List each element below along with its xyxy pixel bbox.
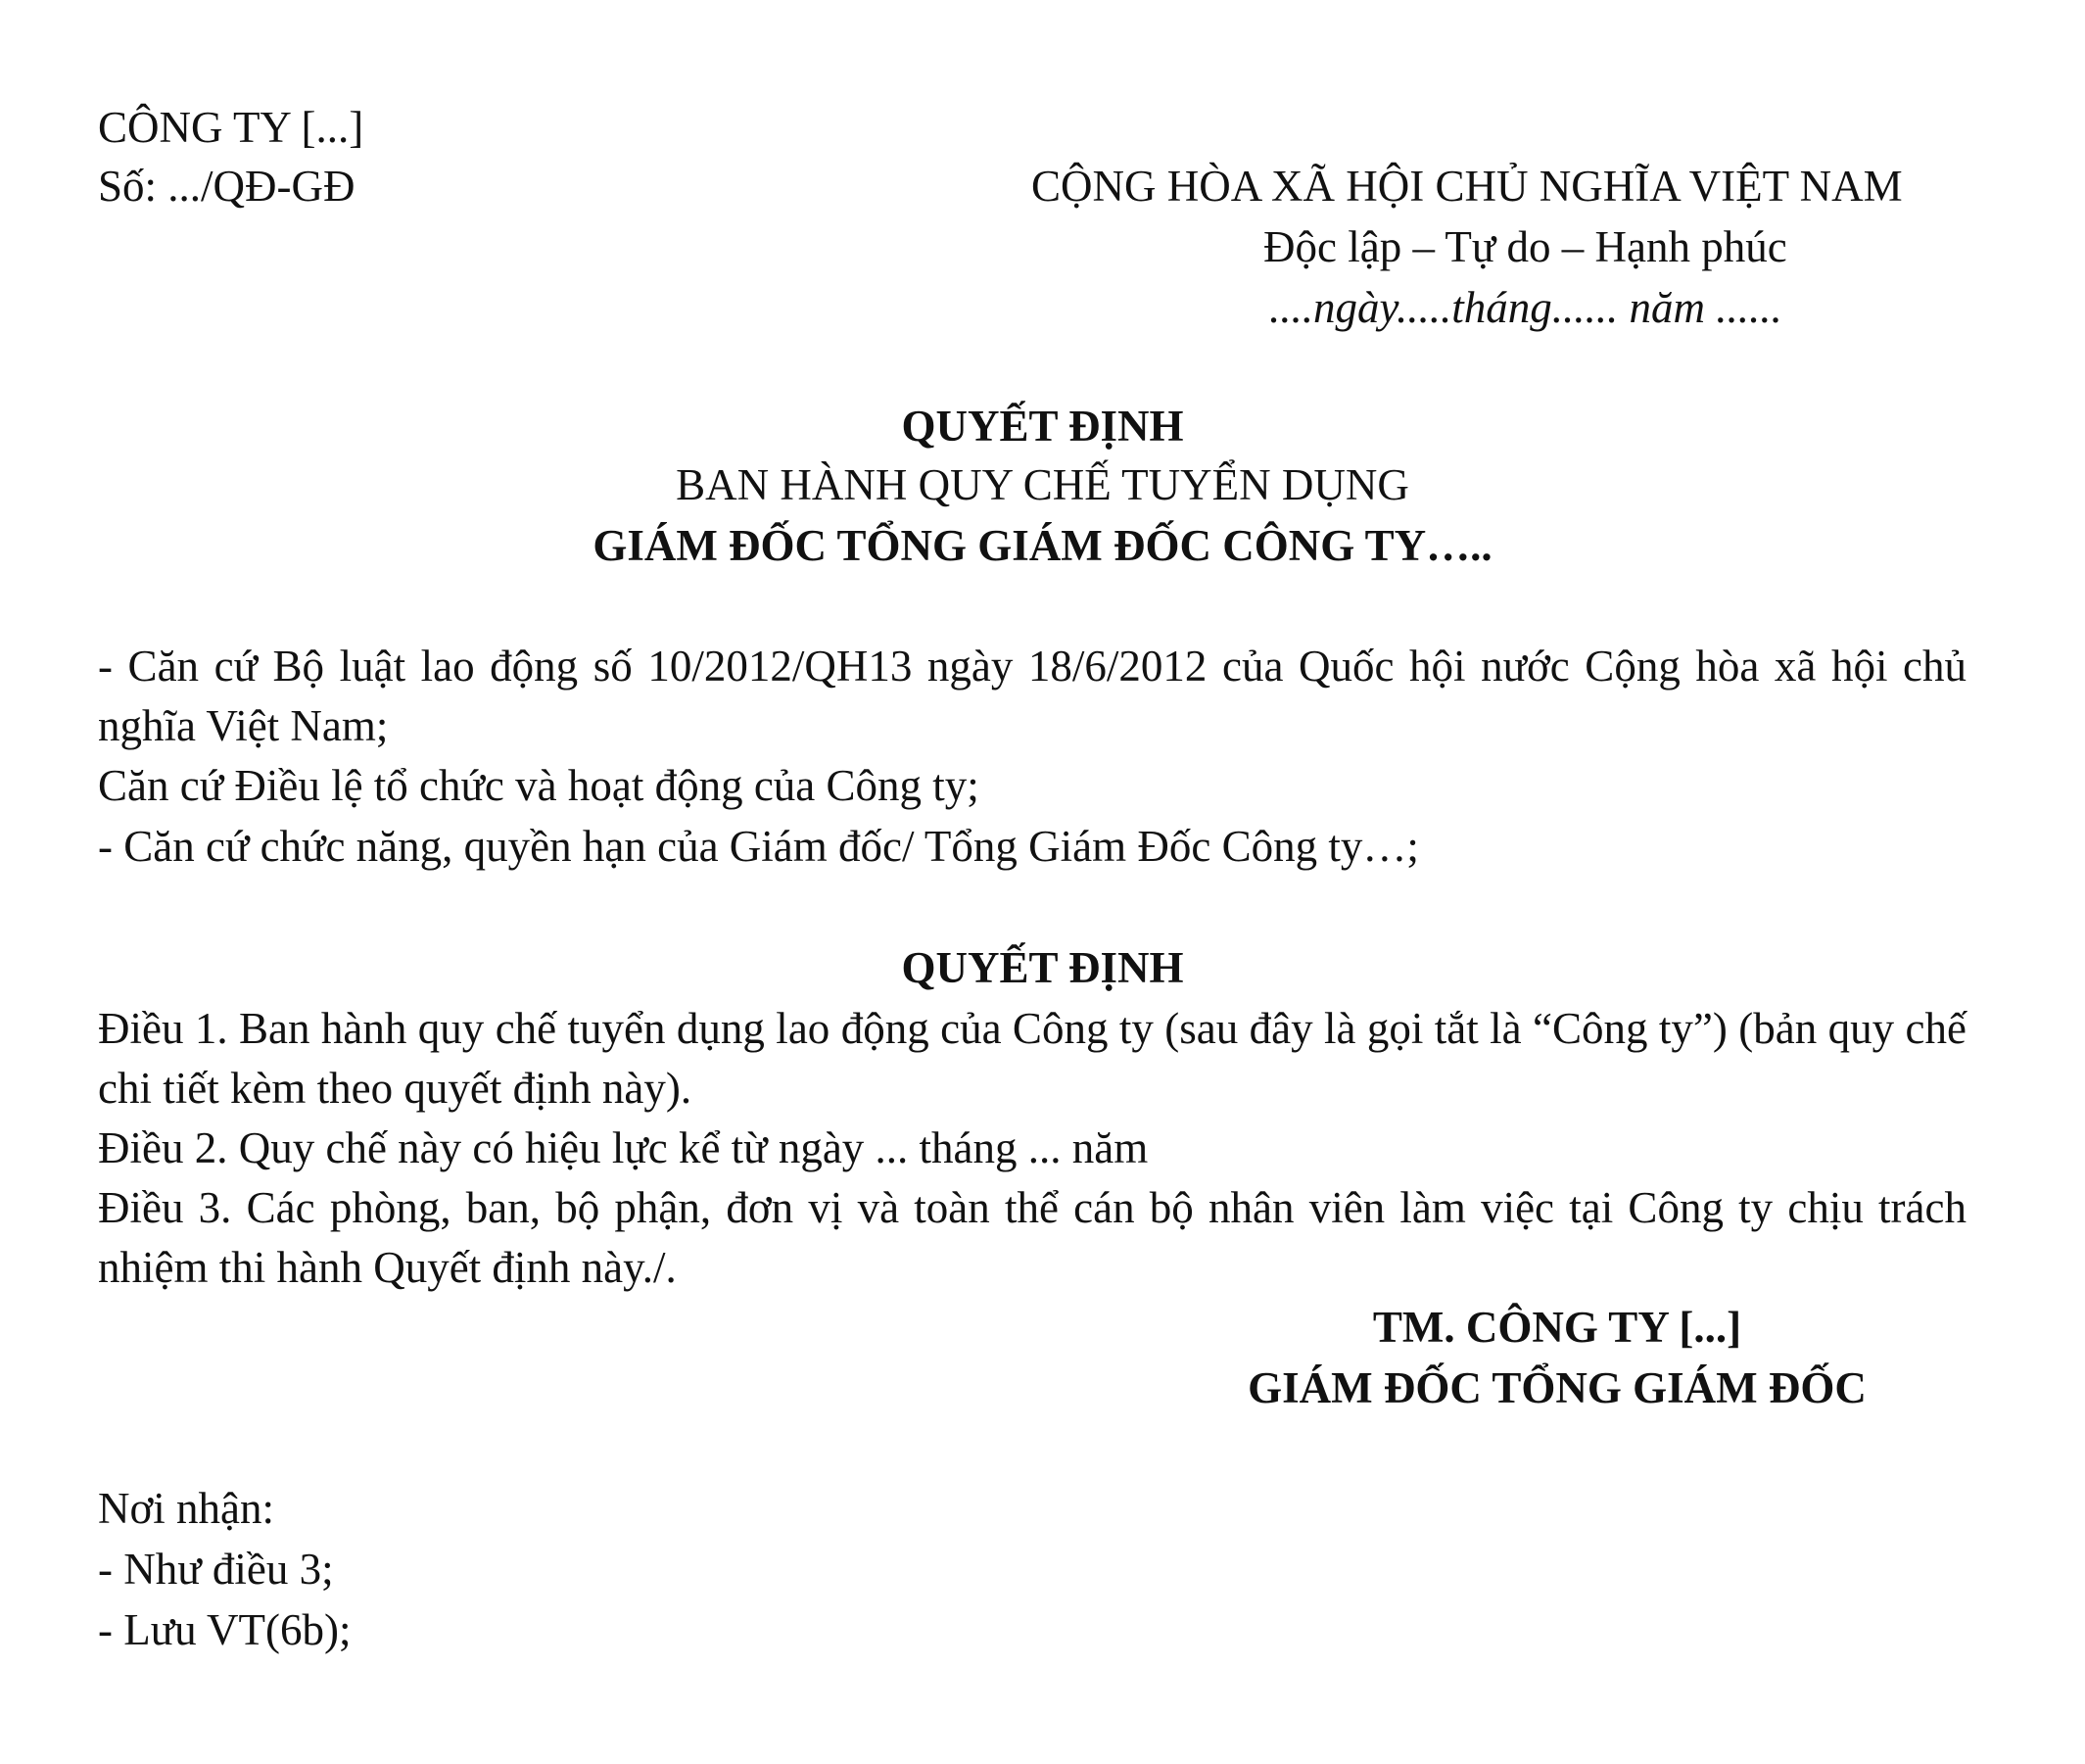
decision-heading: QUYẾT ĐỊNH <box>901 943 1184 992</box>
article-1: Điều 1. Ban hành quy chế tuyển dụng lao động của Công ty (sau đây là gọi tắt là “Công ty”) (bản quy chế chi tiết kèm theo quyết định này). <box>98 1004 1967 1113</box>
article-3: Điều 3. Các phòng, ban, bộ phận, đơn vị và toàn thể cán bộ nhân viên làm việc tại Công ty chịu trách nhiệm thi hành Quyết định này./. <box>98 1183 1967 1292</box>
basis-authority: - Căn cứ chức năng, quyền hạn của Giám đốc/ Tổng Giám Đốc Công ty…; <box>98 822 1419 871</box>
decision-subject: BAN HÀNH QUY CHẾ TUYỂN DỤNG <box>676 460 1409 509</box>
recipient-item: - Như điều 3; <box>98 1545 334 1594</box>
decision-authority: GIÁM ĐỐC TỔNG GIÁM ĐỐC CÔNG TY….. <box>592 521 1493 570</box>
national-title: CỘNG HÒA XÃ HỘI CHỦ NGHĨA VIỆT NAM <box>1031 162 1903 211</box>
company-name: CÔNG TY [...] <box>98 103 364 152</box>
basis-charter: Căn cứ Điều lệ tổ chức và hoạt động của Công ty; <box>98 761 979 810</box>
document-number: Số: .../QĐ-GĐ <box>98 162 355 211</box>
signature-company: TM. CÔNG TY [...] <box>1372 1303 1742 1352</box>
basis-labor-code: - Căn cứ Bộ luật lao động số 10/2012/QH13 ngày 18/6/2012 của Quốc hội nước Cộng hòa xã hội chủ nghĩa Việt Nam; <box>98 642 1967 750</box>
decision-title: QUYẾT ĐỊNH <box>901 402 1184 451</box>
recipients-label: Nơi nhận: <box>98 1484 275 1533</box>
document-date: ....ngày.....tháng...... năm ...... <box>1269 283 1782 332</box>
signature-title: GIÁM ĐỐC TỔNG GIÁM ĐỐC <box>1248 1363 1867 1412</box>
national-motto: Độc lập – Tự do – Hạnh phúc <box>1263 222 1787 271</box>
recipient-item: - Lưu VT(6b); <box>98 1605 352 1654</box>
article-2: Điều 2. Quy chế này có hiệu lực kể từ ngày ... tháng ... năm <box>98 1123 1149 1172</box>
